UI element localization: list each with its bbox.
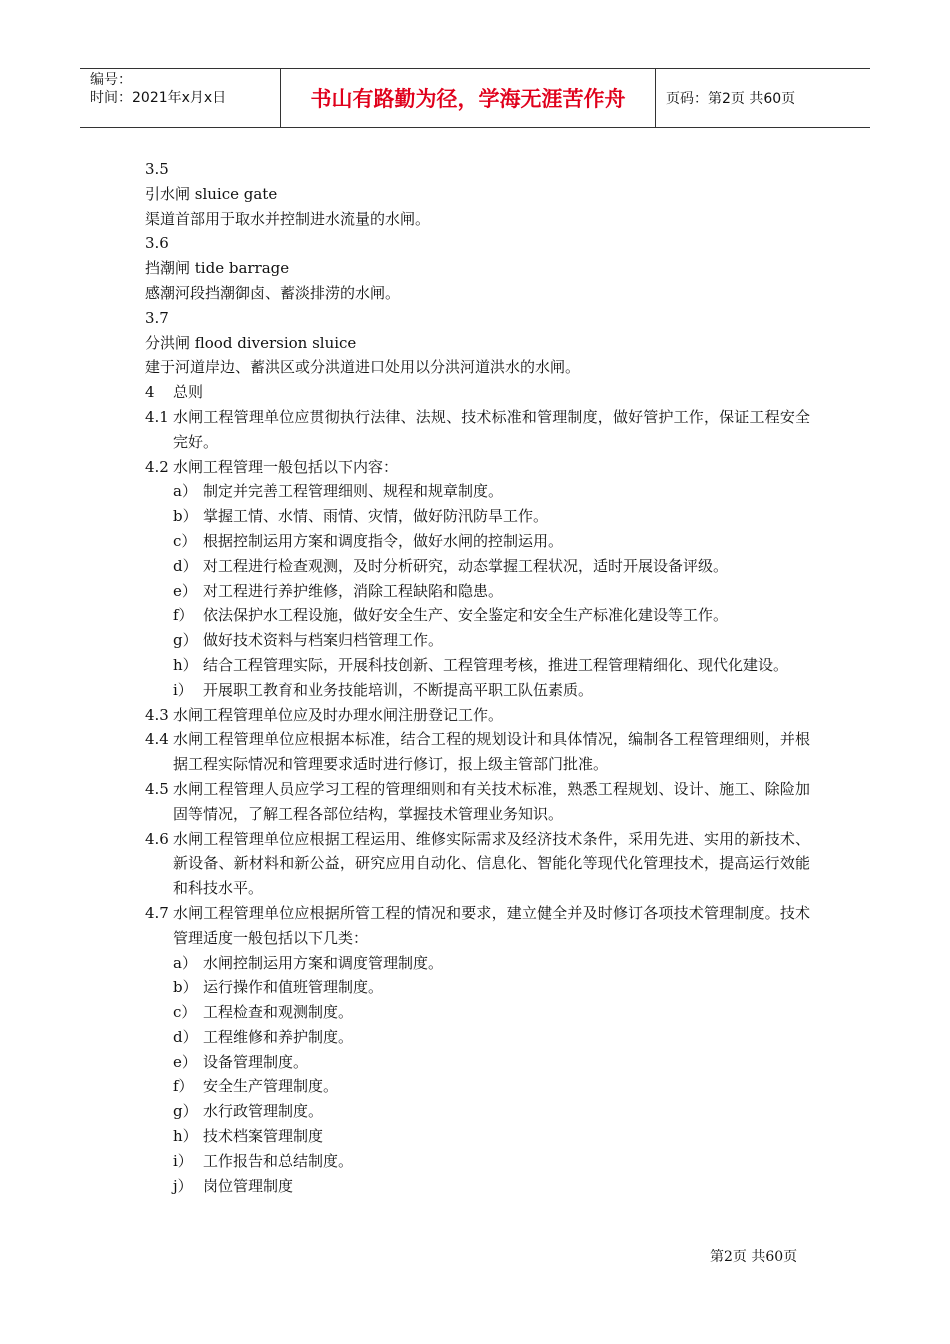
term-definition: 渠道首部用于取水并控制进水流量的水闸。: [145, 209, 431, 228]
clause: [145, 703, 810, 728]
list-text: 工作报告和总结制度。: [203, 1151, 354, 1170]
list-text: 工程维修和养护制度。: [203, 1027, 354, 1046]
clause-number: 4.6: [145, 829, 169, 848]
section-number: 3.7: [145, 308, 169, 327]
list-item: [145, 975, 810, 1000]
page-footer: 第2页 共60页: [710, 1249, 798, 1265]
number-label: 编号：: [90, 72, 132, 88]
list-text: 运行操作和值班管理制度。: [203, 978, 384, 997]
list-letter: h）: [173, 1127, 198, 1146]
list-text: 根据控制运用方案和调度指令，做好水闸的控制运用。: [203, 531, 564, 550]
clause-text: 水闸工程管理一般包括以下内容：: [173, 457, 399, 476]
header-meta: [80, 69, 281, 127]
list-letter: d）: [173, 556, 198, 575]
list-text: 设备管理制度。: [203, 1052, 309, 1071]
list-item: [145, 554, 810, 579]
list-text: 掌握工情、水情、雨情、灾情，做好防汛防旱工作。: [203, 507, 549, 526]
clause-text: 水闸工程管理单位应根据本标准，结合工程的规划设计和具体情况，编制各工程管理细则，并根据工程实际情况和管理要求适时进行修订，报上级主管部门批准。: [173, 730, 810, 774]
list-text: 做好技术资料与档案归档管理工作。: [203, 631, 444, 650]
list-item: [145, 504, 810, 529]
chapter-heading: [145, 380, 810, 405]
term-title: 分洪闸 flood diversion sluice: [145, 333, 357, 352]
term-definition: 感潮河段挡潮御卤、蓄淡排涝的水闸。: [145, 283, 401, 302]
header-motto: 书山有路勤为径，学海无涯苦作舟: [281, 69, 656, 127]
chapter-title: 总则: [173, 383, 204, 402]
list-letter: g）: [173, 631, 198, 650]
list-text: 对工程进行养护维修，消除工程缺陷和隐患。: [203, 581, 504, 600]
list-letter: b）: [173, 507, 198, 526]
list-item: [145, 653, 810, 678]
list-item: [145, 529, 810, 554]
term-definition: 建于河道岸边、蓄洪区或分洪道进口处用以分洪河道洪水的水闸。: [145, 358, 581, 377]
list-text: 水闸控制运用方案和调度管理制度。: [203, 953, 444, 972]
list-letter: e）: [173, 581, 197, 600]
clause: [145, 777, 810, 827]
list-letter: c）: [173, 531, 197, 550]
list-text: 结合工程管理实际，开展科技创新、工程管理考核，推进工程管理精细化、现代化建设。: [203, 655, 789, 674]
section-number: 3.5: [145, 160, 169, 178]
list-letter: i）: [173, 680, 193, 699]
list-item: [145, 579, 810, 604]
list-text: 岗位管理制度: [203, 1176, 294, 1195]
clause-number: 4.7: [145, 903, 169, 922]
clause: [145, 405, 810, 455]
clause-number: 4.3: [145, 705, 169, 724]
list-text: 安全生产管理制度。: [203, 1077, 339, 1096]
header-page-info: 页码：第2页 共60页: [666, 91, 796, 107]
list-item: [145, 1099, 810, 1124]
chapter-number: 4: [145, 383, 155, 402]
clause-text: 水闸工程管理单位应贯彻执行法律、法规、技术标准和管理制度，做好管护工作，保证工程安全完好。: [173, 407, 810, 451]
list-letter: a）: [173, 482, 197, 501]
clause: [145, 901, 810, 951]
clause-text: 水闸工程管理单位应根据所管工程的情况和要求，建立健全并及时修订各项技术管理制度。技术管理适度一般包括以下几类：: [173, 903, 810, 947]
list-item: [145, 1074, 810, 1099]
clause-number: 4.4: [145, 730, 169, 749]
section-number: 3.6: [145, 234, 169, 253]
list-letter: d）: [173, 1027, 198, 1046]
clause: [145, 455, 810, 480]
list-text: 技术档案管理制度: [203, 1127, 324, 1146]
clause-text: 水闸工程管理人员应学习工程的管理细则和有关技术标准，熟悉工程规划、设计、施工、除险加固等情况，了解工程各部位结构，掌握技术管理业务知识。: [173, 779, 810, 823]
list-item: [145, 1149, 810, 1174]
list-letter: f）: [173, 606, 194, 625]
list-item: [145, 603, 810, 628]
list-item: [145, 1050, 810, 1075]
term-title: 挡潮闸 tide barrage: [145, 259, 290, 278]
clause-number: 4.5: [145, 779, 169, 798]
list-text: 对工程进行检查观测，及时分析研究，动态掌握工程状况，适时开展设备评级。: [203, 556, 729, 575]
list-item: [145, 628, 810, 653]
list-letter: c）: [173, 1003, 197, 1022]
list-letter: j）: [173, 1176, 193, 1195]
list-letter: g）: [173, 1102, 198, 1121]
list-item: [145, 1000, 810, 1025]
list-text: 依法保护水工程设施，做好安全生产、安全鉴定和安全生产标准化建设等工作。: [203, 606, 729, 625]
clause: [145, 827, 810, 901]
list-text: 工程检查和观测制度。: [203, 1003, 354, 1022]
list-text: 制定并完善工程管理细则、规程和规章制度。: [203, 482, 504, 501]
time-label: 时间：2021年x月x日: [90, 90, 227, 106]
clause-text: 水闸工程管理单位应根据工程运用、维修实际需求及经济技术条件，采用先进、实用的新技术、新设备、新材料和新公益，研究应用自动化、信息化、智能化等现代化管理技术，提高运行效能和科技水平。: [173, 829, 810, 898]
clause-number: 4.1: [145, 407, 169, 426]
list-item: [145, 1025, 810, 1050]
clause-number: 4.2: [145, 457, 169, 476]
list-letter: h）: [173, 655, 198, 674]
document-body: [145, 157, 810, 1198]
list-item: [145, 1124, 810, 1149]
list-item: [145, 1174, 810, 1199]
page-header: [80, 68, 870, 128]
clause: [145, 727, 810, 777]
list-letter: a）: [173, 953, 197, 972]
list-letter: i）: [173, 1151, 193, 1170]
list-item: [145, 479, 810, 504]
list-letter: e）: [173, 1052, 197, 1071]
list-text: 水行政管理制度。: [203, 1102, 324, 1121]
list-item: [145, 951, 810, 976]
clause-text: 水闸工程管理单位应及时办理水闸注册登记工作。: [173, 705, 504, 724]
list-letter: b）: [173, 978, 198, 997]
list-letter: f）: [173, 1077, 194, 1096]
term-title: 引水闸 sluice gate: [145, 184, 278, 203]
list-item: [145, 678, 810, 703]
list-text: 开展职工教育和业务技能培训，不断提高平职工队伍素质。: [203, 680, 594, 699]
